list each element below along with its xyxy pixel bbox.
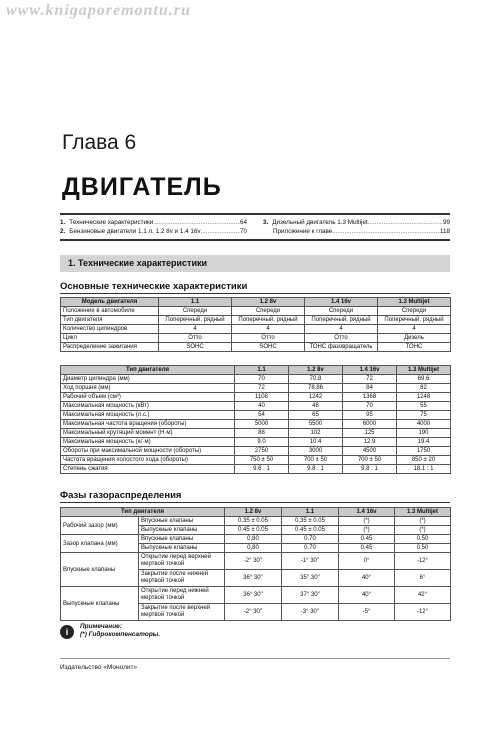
toc-item[interactable]: 1. Технические характеристики ..... 64 <box>60 219 247 228</box>
column-header: 1.3 Multijet <box>395 508 451 517</box>
table-row: Выпускные клапаны Открытие перед нижней мертвой точкой 36° 30'' 37° 30'' 40° 42° <box>61 587 451 604</box>
column-header: 1.2 8v <box>232 298 305 307</box>
table-row: Обороты при максимальной мощности (обороты) 2750 3000 4500 1750 <box>61 447 451 456</box>
column-header: 1.4 16v <box>343 366 397 375</box>
table-row: Ход поршня (мм) 72 78.86 84 82 <box>61 384 451 393</box>
toc-item[interactable]: 2. Бензиновые двигатели 1.1 л, 1.2 8v и 1.4 16v ..... 70 <box>60 228 247 237</box>
column-header: Модель двигателя <box>61 298 159 307</box>
note-title: Примечание: <box>80 623 122 630</box>
toc-item[interactable]: 3. Дизельный двигатель 1.3 Multijet ..... 99 <box>263 219 450 228</box>
chapter-label: Глава 6 <box>62 131 137 154</box>
table-row: Закрытие после нижней мертвой точкой 36° 30'' 35° 30'' 40° 6° <box>61 570 451 587</box>
table-row: Рабочий объем (см³) 1108 1242 1368 1248 <box>61 393 451 402</box>
table-row: Рабочий зазор (мм) Впускные клапаны 0.35 ± 0.05 0.35 ± 0.05 (*) (*) <box>61 517 451 526</box>
column-header: Тип двигателя <box>61 508 225 517</box>
column-header: 1.1 <box>235 366 289 375</box>
engine-specs-table <box>60 365 451 474</box>
note <box>60 623 160 639</box>
column-header: 1.1 <box>159 298 232 307</box>
valve-timing-table <box>60 507 451 621</box>
column-header: Тип двигателя <box>61 366 235 375</box>
subheading-main-specs: Основные технические характеристики <box>60 281 450 294</box>
table-row: Выпускные клапаны 0,80 0.70 0.45 0.50 <box>61 544 451 553</box>
chapter-title: ДВИГАТЕЛЬ <box>62 173 222 201</box>
column-header: 1.1 <box>282 508 339 517</box>
column-header: 1.2 8v <box>225 508 282 517</box>
table-row: Цикл Отто Отто Отто Дизель <box>61 334 451 343</box>
table-row: Максимальная частота вращения (обороты) 5000 5500 6000 4000 <box>61 420 451 429</box>
engine-model-table <box>60 297 451 352</box>
column-header: 1.4 16v <box>339 508 395 517</box>
column-header: 1.3 Multijet <box>378 298 451 307</box>
divider <box>60 658 450 659</box>
table-row: Впускные клапаны Открытие перед верхней мертвой точкой -2° 30'' -1° 30'' 0° -12° <box>61 553 451 570</box>
column-header: 1.3 Multijet <box>397 366 451 375</box>
table-row: Закрытие после верхней мертвой точкой -2° 30'' -3° 30'' -5° -12° <box>61 604 451 621</box>
table-row: Количество цилиндров 4 4 4 4 <box>61 325 451 334</box>
note-text: (*) Гидрокомпенсаторы. <box>80 631 161 638</box>
column-header: 1.2 8v <box>289 366 343 375</box>
table-row: Положение в автомобиле Спереди Спереди Спереди Спереди <box>61 307 451 316</box>
table-row: Максимальная мощность (л.с.) 54 65 95 75 <box>61 411 451 420</box>
column-header: 1.4 16v <box>305 298 378 307</box>
table-row: Тип двигателя Поперечный, рядный Поперечный, рядный Поперечный, рядный Поперечный, рядный <box>61 316 451 325</box>
table-row: Частота вращения холостого хода (обороты) 750 ± 50 700 ± 50 700 ± 50 850 ± 20 <box>61 456 451 465</box>
table-row: Диаметр цилиндра (мм) 70 70.8 72 69.6 <box>61 375 451 384</box>
subheading-valve-timing: Фазы газораспределения <box>60 490 450 503</box>
section-heading: 1. Технические характеристики <box>60 255 450 272</box>
publisher: Издательство «Монолит» <box>60 664 138 671</box>
table-row: Выпускные клапаны 0.45 ± 0.05 0.45 ± 0.05 (*) (*) <box>61 526 451 535</box>
table-row: Зазор клапана (мм) Впускные клапаны 0,80 0.70 0.45 0.50 <box>61 535 451 544</box>
table-row: Максимальная мощность (кВт) 40 48 70 55 <box>61 402 451 411</box>
table-row: Распределение зажигания SOHC SOHC ТОНС фазовращатель ТОНС <box>61 343 451 352</box>
info-icon: i <box>60 625 74 639</box>
watermark: www.knigaporemontu.ru <box>6 2 191 19</box>
table-row: Максимальная мощность (кг·м) 9.0 10.4 12.9 19.4 <box>61 438 451 447</box>
table-of-contents <box>60 213 450 241</box>
table-row: Максимальный крутящий момент (Н·м) 88 102 125 190 <box>61 429 451 438</box>
toc-item[interactable]: Приложение к главе ..... 118 <box>263 228 450 237</box>
table-row: Степень сжатия 9.6 : 1 9.8 : 1 9.8 : 1 18.1 : 1 <box>61 465 451 474</box>
